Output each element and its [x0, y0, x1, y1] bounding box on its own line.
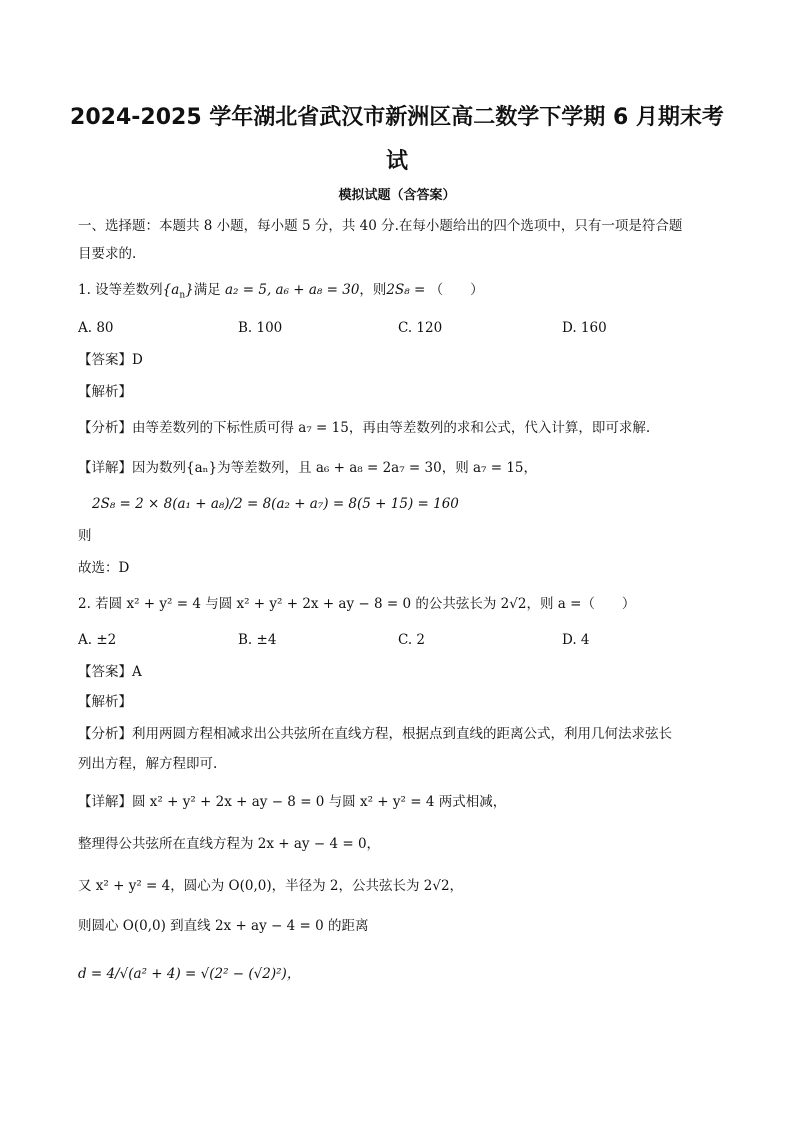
q1-calc: [92, 494, 459, 514]
q2-option-d: D. 4: [562, 632, 590, 648]
q1-calc-prefix: 则: [78, 528, 92, 544]
q2-detail-line4: 则圆心 O(0,0) 到直线 2x + ay − 4 = 0 的距离: [78, 918, 369, 934]
q1-option-a: A. 80: [78, 320, 114, 336]
q1-analysis: 【分析】由等差数列的下标性质可得 a₇ = 15，再由等差数列的求和公式，代入计算，即可求解.: [78, 420, 651, 436]
q1-ask: 2S₈ =: [386, 282, 426, 298]
page-subtitle: 模拟试题（含答案）: [338, 188, 456, 203]
q1-option-c: C. 120: [398, 320, 443, 336]
q1-choose: 故选：D: [78, 560, 130, 576]
q2-analysis-line1: 【分析】利用两圆方程相减求出公共弦所在直线方程，根据点到直线的距离公式，利用几何法求弦长: [78, 726, 672, 742]
q2-analysis-label: 【解析】: [78, 694, 132, 710]
section-heading-line2: 目要求的.: [78, 246, 137, 262]
q2-stem: 2. 若圆 x² + y² = 4 与圆 x² + y² + 2x + ay − 8 = 0 的公共弦长为 2√2，则 a =（ ）: [78, 596, 636, 612]
q1-answer: 【答案】D: [78, 352, 143, 368]
q2-detail-line2: 整理得公共弦所在直线方程为 2x + ay − 4 = 0，: [78, 836, 381, 852]
q2-detail-line3: 又 x² + y² = 4，圆心为 O(0,0)，半径为 2，公共弦长为 2√2，: [78, 878, 464, 894]
section-heading-line1: 一、选择题：本题共 8 小题，每小题 5 分，共 40 分.在每小题给出的四个选项中，只有一项是符合题: [78, 218, 683, 234]
q1-paren: （ ）: [429, 282, 484, 298]
q1-analysis-label: 【解析】: [78, 384, 132, 400]
q1-mid: 满足: [193, 282, 221, 298]
q1-cond: a₂ = 5, a₆ + a₈ = 30: [225, 282, 360, 298]
q1-detail: 【详解】因为数列{aₙ}为等差数列，且 a₆ + a₈ = 2a₇ = 30，则 a₇ = 15，: [78, 460, 538, 476]
q1-prefix: 1. 设等差数列: [78, 282, 163, 298]
q2-distance-formula: d = 4/√(a² + 4) = √(2² − (√2)²)，: [78, 966, 301, 982]
q2-answer: 【答案】A: [78, 664, 142, 680]
q1-calc-formula: 2S₈ = 2 × 8(a₁ + a₈)/2 = 8(a₂ + a₇) = 8(5 + 15) = 160: [92, 496, 459, 512]
q2-option-c: C. 2: [398, 632, 426, 648]
q1-then: ，则: [359, 282, 387, 298]
q2-option-b: B. ±4: [238, 632, 277, 648]
q2-option-a: A. ±2: [78, 632, 117, 648]
page-title: 2024-2025 学年湖北省武汉市新洲区高二数学下学期 6 月期末考试: [70, 105, 724, 174]
q2-detail-line1: 【详解】圆 x² + y² + 2x + ay − 8 = 0 与圆 x² + y² = 4 两式相减，: [78, 794, 507, 810]
q1-stem: [78, 280, 484, 306]
q2-detail-line5: [78, 964, 300, 984]
q2-analysis-line2: 列出方程，解方程即可.: [78, 756, 218, 772]
q1-option-b: B. 100: [238, 320, 283, 336]
q1-seq: $\{a_n\}$: [162, 282, 194, 301]
q1-option-d: D. 160: [562, 320, 607, 336]
